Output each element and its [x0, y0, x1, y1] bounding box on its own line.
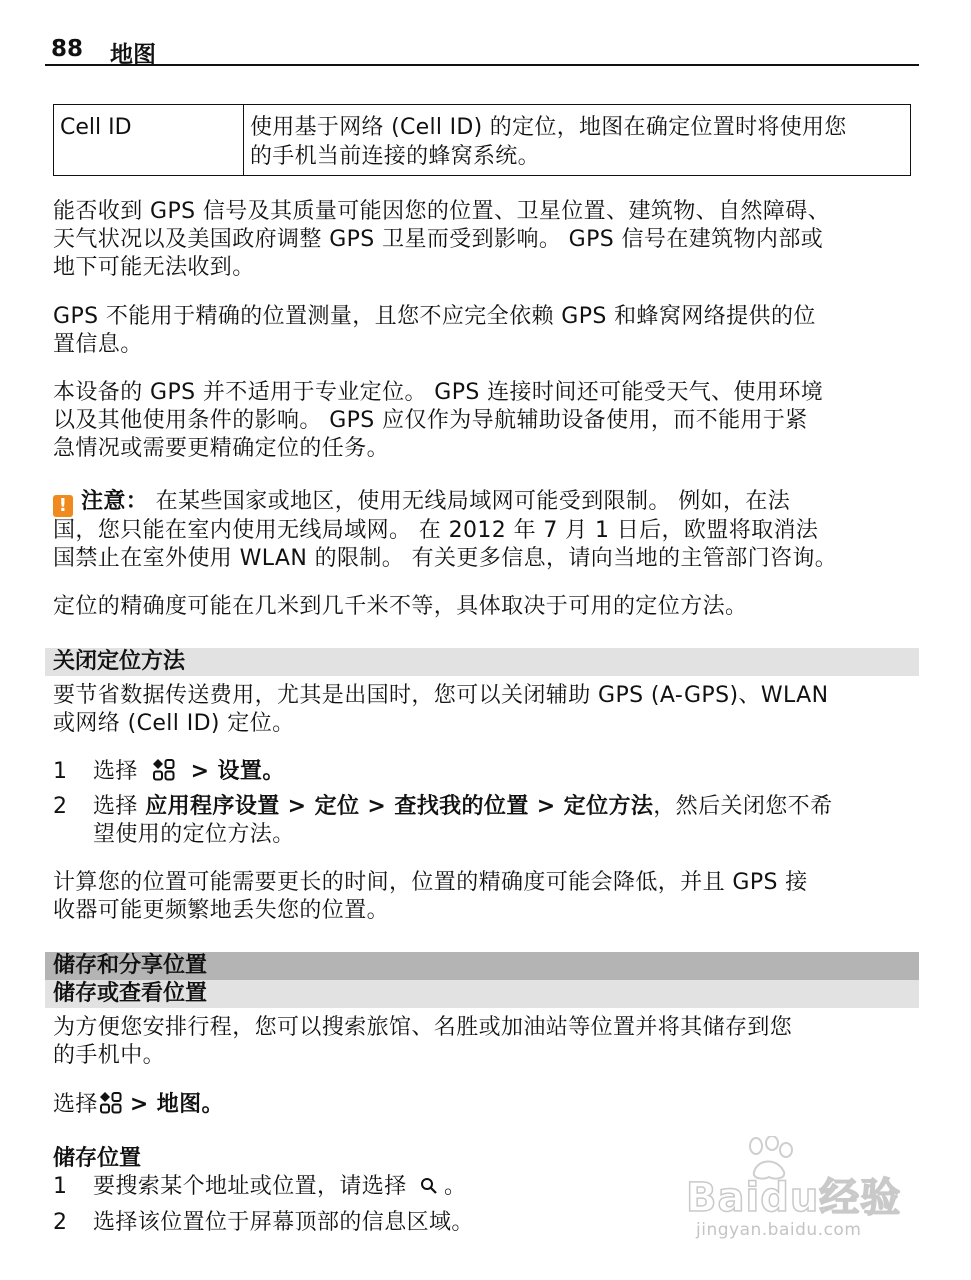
step-pre: 选择 [93, 759, 138, 784]
text-line: 置信息。 [53, 332, 143, 357]
notice-label: 注意： [81, 489, 149, 514]
close-positioning-paragraph [53, 682, 919, 738]
step-text-line: 望使用的定位方法。 [93, 822, 295, 847]
step-pre: 选择 [93, 794, 138, 819]
text-line: 以及其他使用条件的影响。 GPS 应仅作为导航辅助设备使用，而不能用于紧 [53, 408, 808, 433]
text-line: 定位的精确度可能在几米到几千米不等，具体取决于可用的定位方法。 [53, 594, 748, 619]
text-line: 天气状况以及美国政府调整 GPS 卫星而受到影响。 GPS 信号在建筑物内部或 [53, 227, 824, 252]
accuracy-paragraph [53, 593, 919, 621]
apps-menu-icon [153, 759, 175, 781]
section-heading-save-share: 储存和分享位置 [45, 952, 919, 980]
step-end: 。 [444, 1174, 467, 1199]
section-heading-close-positioning: 关闭定位方法 [45, 648, 919, 676]
text-line: 能否收到 GPS 信号及其质量可能因您的位置、卫星位置、建筑物、自然障碍、 [53, 199, 831, 224]
page-header [45, 34, 919, 66]
step-text [93, 793, 919, 849]
table-description [244, 105, 910, 175]
table-label: Cell ID [54, 105, 244, 175]
step-path: > 设置。 [190, 759, 285, 784]
step-path: 应用程序设置 > 定位 > 查找我的位置 > 定位方法 [145, 794, 654, 819]
text-line: 或网络 (Cell ID) 定位。 [53, 711, 295, 736]
search-icon [420, 1177, 438, 1195]
cell-id-table [53, 104, 911, 176]
select-pre: 选择 [53, 1092, 98, 1117]
section-heading-save-view: 储存或查看位置 [45, 980, 919, 1008]
text-line: 收器可能更频繁地丢失您的位置。 [53, 898, 390, 923]
gps-device-paragraph [53, 379, 919, 463]
gps-signal-paragraph [53, 198, 919, 282]
apps-menu-icon [100, 1092, 122, 1114]
save-view-paragraph [53, 1014, 919, 1070]
text-line: GPS 不能用于精确的位置测量，且您不应完全依赖 GPS 和蜂窝网络提供的位 [53, 304, 816, 329]
text-line: 计算您的位置可能需要更长的时间，位置的精确度可能会降低，并且 GPS 接 [53, 870, 808, 895]
watermark-url: jingyan.baidu.com [696, 1220, 862, 1240]
baidu-watermark [686, 1136, 916, 1246]
page-title: 地图 [110, 42, 156, 68]
save-location-heading: 储存位置 [53, 1146, 142, 1171]
notice-paragraph [53, 488, 919, 573]
select-maps-line [53, 1091, 919, 1119]
table-text-line: 的手机当前连接的蜂窝系统。 [250, 144, 540, 169]
text-line: 急情况或需要更精确定位的任务。 [53, 436, 390, 461]
step-text-main: 要搜索某个地址或位置，请选择 [93, 1174, 407, 1199]
text-line: 为方便您安排行程，您可以搜索旅馆、名胜或加油站等位置并将其储存到您 [53, 1015, 793, 1040]
page-number: 88 [51, 36, 84, 62]
text-line: 本设备的 GPS 并不适用于专业定位。 GPS 连接时间还可能受天气、使用环境 [53, 380, 824, 405]
table-text-line: 使用基于网络 (Cell ID) 的定位，地图在确定位置时将使用您 [250, 115, 847, 140]
watermark-brand: Baidu经验 [686, 1175, 902, 1221]
warning-icon: ! [53, 495, 73, 517]
step-rest: ，然后关闭您不希 [653, 794, 833, 819]
step-text: 选择该位置位于屏幕顶部的信息区域。 [93, 1210, 474, 1235]
step-number: 1 [53, 759, 67, 784]
step-number: 2 [53, 1210, 67, 1235]
text-line: 的手机中。 [53, 1043, 166, 1068]
text-line: 国禁止在室外使用 WLAN 的限制。 有关更多信息，请向当地的主管部门咨询。 [53, 546, 838, 571]
text-line: 地下可能无法收到。 [53, 255, 255, 280]
gps-precision-paragraph [53, 303, 919, 359]
select-path: > 地图。 [129, 1092, 224, 1117]
step-text [93, 758, 919, 786]
text-line: 要节省数据传送费用，尤其是出国时，您可以关闭辅助 GPS (A-GPS)、WLAN [53, 683, 829, 708]
notice-text: 在某些国家或地区，使用无线局域网可能受到限制。 例如，在法 [155, 489, 791, 514]
text-line: 国，您只能在室内使用无线局域网。 在 2012 年 7 月 1 日后，欧盟将取消法 [53, 518, 819, 543]
text-line [53, 488, 919, 517]
positioning-time-paragraph [53, 869, 919, 925]
step-number: 1 [53, 1174, 67, 1199]
step-number: 2 [53, 794, 67, 819]
